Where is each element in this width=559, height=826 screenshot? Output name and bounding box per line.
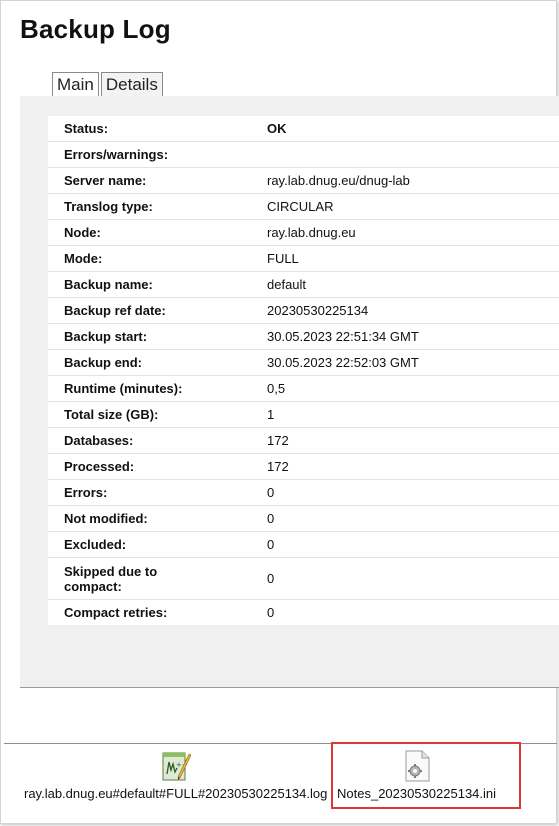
row-value: 30.05.2023 22:51:34 GMT — [267, 324, 559, 350]
table-row — [48, 480, 559, 506]
row-label: Node: — [48, 220, 267, 246]
row-value: 0 — [267, 480, 559, 506]
row-value: 0 — [267, 532, 559, 558]
backup-details-table — [48, 116, 559, 625]
row-value: default — [267, 272, 559, 298]
row-value: 0,5 — [267, 376, 559, 402]
row-label-text: Skipped due to compact: — [64, 563, 158, 594]
row-label: Processed: — [48, 454, 267, 480]
table-row — [48, 506, 559, 532]
row-label: Backup end: — [48, 350, 267, 376]
row-label: Errors/warnings: — [48, 142, 267, 168]
table-row — [48, 376, 559, 402]
row-label: Databases: — [48, 428, 267, 454]
row-value — [267, 142, 559, 168]
row-label: Compact retries: — [64, 605, 168, 620]
svg-text:++: ++ — [175, 761, 188, 769]
row-value: 1 — [267, 402, 559, 428]
table-row — [48, 402, 559, 428]
row-label: Excluded: — [48, 532, 267, 558]
row-label: Not modified: — [48, 506, 267, 532]
row-value: OK — [267, 116, 559, 142]
notepad-plus-icon — [161, 750, 191, 782]
tab-bar — [52, 72, 165, 96]
attachment-filename: ray.lab.dnug.eu#default#FULL#20230530225134.log — [24, 786, 328, 801]
table-row — [48, 558, 559, 600]
table-row — [48, 454, 559, 480]
row-label: Backup start: — [48, 324, 267, 350]
table-row — [48, 220, 559, 246]
table-row — [48, 600, 559, 626]
row-value: 172 — [267, 454, 559, 480]
row-label: Translog type: — [48, 194, 267, 220]
table-row — [48, 298, 559, 324]
row-value: 0 — [267, 506, 559, 532]
table-row — [48, 428, 559, 454]
table-row — [48, 324, 559, 350]
row-label: Mode: — [48, 246, 267, 272]
tab-main[interactable]: Main — [52, 72, 99, 96]
table-row — [48, 532, 559, 558]
row-value: ray.lab.dnug.eu/dnug-lab — [267, 168, 559, 194]
row-label — [48, 558, 267, 600]
tab-details[interactable]: Details — [101, 72, 163, 96]
row-value: 172 — [267, 428, 559, 454]
row-label: Backup ref date: — [48, 298, 267, 324]
table-row — [48, 142, 559, 168]
attachment-log-file[interactable] — [24, 750, 327, 801]
row-label: Errors: — [48, 480, 267, 506]
table-row — [48, 272, 559, 298]
row-value: 0 — [267, 605, 275, 620]
attachment-filename: Notes_20230530225134.ini — [337, 786, 497, 801]
page-title: Backup Log — [20, 14, 171, 44]
table-row — [48, 350, 559, 376]
table-row — [48, 116, 559, 142]
row-label: Server name: — [48, 168, 267, 194]
row-label: Runtime (minutes): — [48, 376, 267, 402]
highlight-box — [331, 742, 521, 809]
row-value: FULL — [267, 246, 559, 272]
row-value: 0 — [267, 558, 559, 600]
table-row — [48, 246, 559, 272]
row-value: ray.lab.dnug.eu — [267, 220, 559, 246]
row-value: 30.05.2023 22:52:03 GMT — [267, 350, 559, 376]
row-label: Backup name: — [48, 272, 267, 298]
row-value: 20230530225134 — [267, 298, 559, 324]
row-label: Total size (GB): — [48, 402, 267, 428]
row-value: CIRCULAR — [267, 194, 559, 220]
table-row — [48, 194, 559, 220]
row-label: Status: — [48, 116, 267, 142]
table-row — [48, 168, 559, 194]
